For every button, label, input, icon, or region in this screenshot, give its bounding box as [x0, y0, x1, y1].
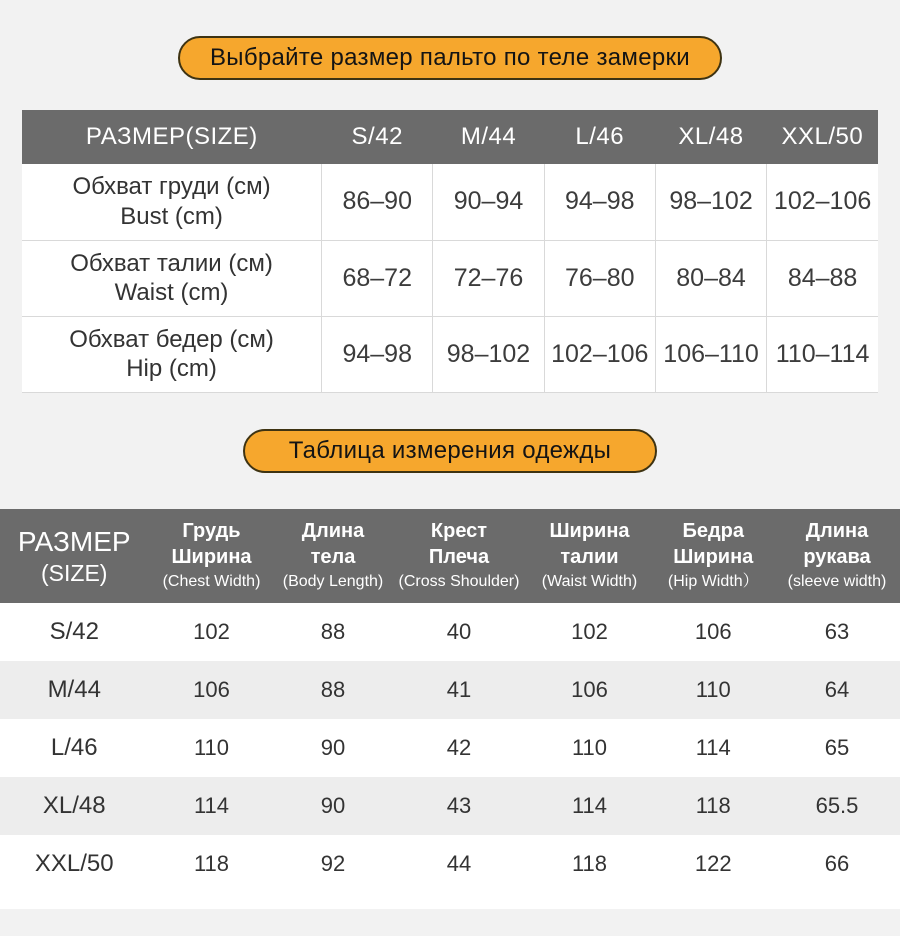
measure-value: 98–102 [433, 316, 544, 392]
waist-width-header: Ширина талии (Waist Width) [527, 509, 653, 603]
garment-value: 118 [653, 777, 775, 835]
banner-choose-body-size: Выбрайте размер пальто по теле замерки [178, 36, 722, 80]
measure-label-en: Bust (cm) [120, 202, 223, 230]
measure-label-en: Waist (cm) [114, 279, 229, 306]
measure-value: 72–76 [433, 240, 544, 316]
garment-value: 110 [653, 661, 775, 719]
hip-row [22, 316, 878, 392]
body-measurements-table [22, 110, 878, 393]
measure-value: 80–84 [655, 240, 766, 316]
garment-row-l46 [0, 719, 900, 777]
measure-value: 90–94 [433, 164, 544, 240]
garment-size-cell: XXL/50 [0, 835, 149, 893]
measure-label-cell [22, 316, 322, 392]
size-column-header: M/44 [433, 110, 544, 164]
measure-value: 84–88 [767, 240, 878, 316]
measure-label-cell [22, 240, 322, 316]
garment-value: 122 [653, 835, 775, 893]
size-column-header: S/42 [322, 110, 433, 164]
garment-value: 114 [653, 719, 775, 777]
measure-value: 68–72 [322, 240, 433, 316]
measure-value: 98–102 [655, 164, 766, 240]
hip-width-header: Бедра Ширина (Hip Width） [653, 509, 775, 603]
measure-label-en: Hip (cm) [126, 355, 217, 382]
garment-table-header-row [0, 509, 900, 603]
size-column-header: XXL/50 [767, 110, 878, 164]
measure-label-ru: Обхват бедер (см) [69, 325, 274, 353]
measure-value: 102–106 [767, 164, 878, 240]
body-length-header: Длина тела (Body Length) [275, 509, 392, 603]
garment-size-cell: XL/48 [0, 777, 149, 835]
garment-value: 106 [149, 661, 275, 719]
garment-row-s42 [0, 603, 900, 661]
bust-row [22, 164, 878, 240]
measure-value: 94–98 [322, 316, 433, 392]
garment-value: 110 [149, 719, 275, 777]
garment-value: 102 [149, 603, 275, 661]
garment-value: 90 [275, 777, 392, 835]
garment-value: 118 [149, 835, 275, 893]
garment-value: 43 [392, 777, 527, 835]
garment-value: 90 [275, 719, 392, 777]
garment-value: 65 [774, 719, 900, 777]
garment-value: 65.5 [774, 777, 900, 835]
garment-table-container [0, 509, 900, 909]
waist-row [22, 240, 878, 316]
measure-label-ru: Обхват талии (см) [70, 249, 273, 277]
garment-row-m44 [0, 661, 900, 719]
measure-value: 106–110 [655, 316, 766, 392]
garment-size-header-ru: РАЗМЕР [17, 525, 131, 557]
banner-garment-table: Таблица измерения одежды [243, 429, 657, 473]
garment-value: 102 [527, 603, 653, 661]
measure-label-ru: Обхват груди (см) [72, 173, 271, 201]
measure-value: 76–80 [544, 240, 655, 316]
garment-row-xl48 [0, 777, 900, 835]
size-column-header: L/46 [544, 110, 655, 164]
garment-value: 92 [275, 835, 392, 893]
measure-value: 94–98 [544, 164, 655, 240]
garment-value: 118 [527, 835, 653, 893]
chest-width-header: Грудь Ширина (Chest Width) [149, 509, 275, 603]
garment-value: 110 [527, 719, 653, 777]
measure-value: 110–114 [767, 316, 878, 392]
measure-label-cell [22, 164, 322, 240]
sleeve-length-header: Длина рукава (sleeve width) [774, 509, 900, 603]
garment-value: 44 [392, 835, 527, 893]
garment-size-header-en: (SIZE) [41, 559, 108, 586]
body-table-size-header: РАЗМЕР(SIZE) [22, 110, 322, 164]
garment-value: 63 [774, 603, 900, 661]
garment-size-cell: M/44 [0, 661, 149, 719]
garment-value: 41 [392, 661, 527, 719]
cross-shoulder-header: Крест Плеча (Cross Shoulder) [392, 509, 527, 603]
size-column-header: XL/48 [655, 110, 766, 164]
body-table-header-row [22, 110, 878, 164]
garment-size-header [0, 509, 149, 603]
garment-value: 64 [774, 661, 900, 719]
garment-value: 106 [653, 603, 775, 661]
garment-value: 114 [149, 777, 275, 835]
garment-value: 106 [527, 661, 653, 719]
garment-value: 66 [774, 835, 900, 893]
garment-value: 42 [392, 719, 527, 777]
garment-row-xxl50 [0, 835, 900, 893]
measure-value: 102–106 [544, 316, 655, 392]
garment-size-cell: L/46 [0, 719, 149, 777]
garment-measurements-table [0, 509, 900, 893]
garment-value: 114 [527, 777, 653, 835]
measure-value: 86–90 [322, 164, 433, 240]
garment-value: 88 [275, 661, 392, 719]
garment-value: 40 [392, 603, 527, 661]
garment-size-cell: S/42 [0, 603, 149, 661]
garment-value: 88 [275, 603, 392, 661]
